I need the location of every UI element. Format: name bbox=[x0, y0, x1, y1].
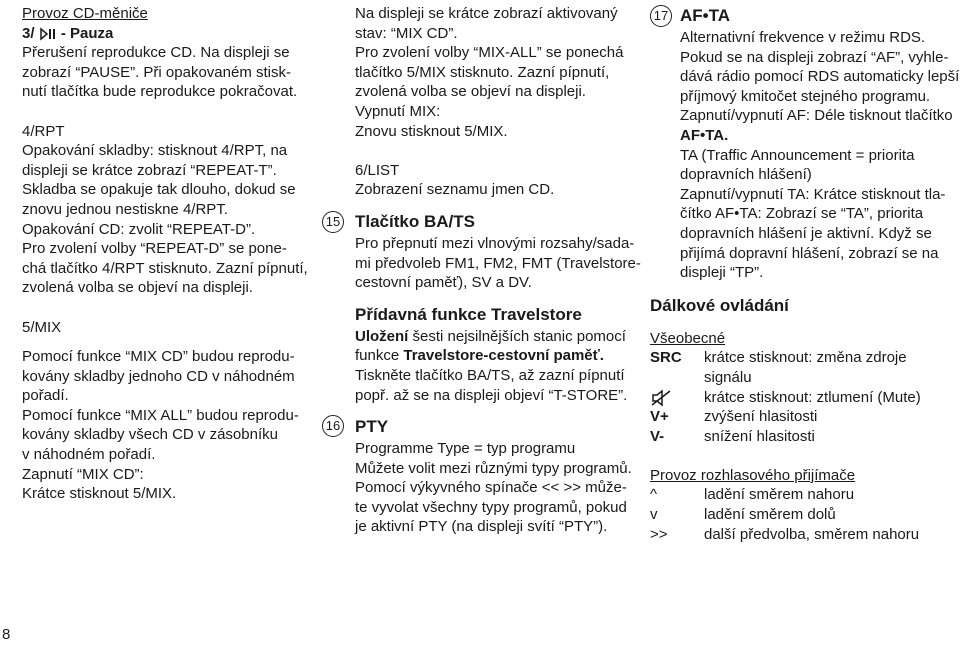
play-pause-icon bbox=[39, 27, 57, 41]
travelstore-heading: Přídavná funkce Travelstore bbox=[355, 304, 582, 324]
page-number: 8 bbox=[2, 626, 11, 643]
column-left bbox=[22, 4, 312, 504]
pty-section: 16 PTY Programme Type = typ programu Můžete volit mezi různými typy programů. Pomocí výkyvného spínače << >> může- te vyvolat všechny typy programů, pokud je aktivní PTY (na displeji svítí “PTY”). bbox=[355, 415, 637, 537]
rpt-text: Opakování skladby: stisknout 4/RPT, na displeji se krátce zobrazí “REPEAT-T”. Skladba se opakuje tak dlouho, dokud se znovu jednou nestiskne 4/RPT. Opakování CD: zvolit “REPEAT-D”. Pro zvolení volby “REPEAT-D” se pone- chá tlačítko 4/RPT stisknuto. Zazní pípnutí, zvolená volba se objeví na displeji. bbox=[22, 142, 308, 297]
callout-number-15: 15 bbox=[322, 211, 344, 233]
list-heading: 6/LIST bbox=[355, 161, 400, 179]
pause-text: Přerušení reprodukce CD. Na displeji se zobrazí “PAUSE”. Při opakovaném stisk- nutí tlačítka bude reprodukce pokračovat. bbox=[22, 44, 298, 101]
mix-text: Pomocí funkce “MIX CD” budou reprodu- kovány skladby jednoho CD v náhodném pořadí. Pomocí funkce “MIX ALL” budou reprodu- kovány skladby všech CD v zásobníku v náhodném pořadí. Zapnutí “MIX CD”: Krátce stisknout 5/MIX. bbox=[22, 348, 299, 503]
list-text: Zobrazení seznamu jmen CD. bbox=[355, 181, 555, 199]
callout-number-17: 17 bbox=[650, 5, 672, 27]
list-item: signálu bbox=[704, 368, 752, 386]
remote-control-heading: Dálkové ovládání bbox=[650, 295, 789, 315]
pause-heading: 3/ - Pauza bbox=[22, 24, 114, 42]
general-heading: Všeobecné bbox=[650, 329, 726, 347]
mix-continued-text: Na displeji se krátce zobrazí aktivovaný stav: “MIX CD”. Pro zvolení volby “MIX-ALL” se ponechá tlačítko 5/MIX stisknuto. Zazní pípnutí, zvolená volba se objeví na displeji. Vypnutí MIX: Znovu stisknout 5/MIX. bbox=[355, 5, 624, 140]
bats-heading: Tlačítko BA/TS bbox=[355, 211, 475, 231]
travelstore-line-1: Uložení šesti nejsilnějších stanic pomocí bbox=[355, 327, 626, 345]
column-right bbox=[650, 4, 960, 544]
mute-icon bbox=[650, 389, 672, 407]
list-item: krátce stisknout: ztlumení (Mute) bbox=[650, 388, 955, 408]
list-item: SRC krátce stisknout: změna zdroje bbox=[650, 349, 907, 367]
pty-heading: PTY bbox=[355, 417, 389, 437]
general-list bbox=[650, 348, 955, 446]
travelstore-line-2: funkce Travelstore-cestovní paměť. bbox=[355, 347, 604, 365]
list-item: ^ ladění směrem nahoru bbox=[650, 486, 855, 504]
radio-heading: Provoz rozhlasového přijímače bbox=[650, 466, 856, 484]
rpt-heading: 4/RPT bbox=[22, 122, 65, 140]
bats-section: 15 Tlačítko BA/TS Pro přepnutí mezi vlnovými rozsahy/sada- mi předvoleb FM1, FM2, FMT (Travelstore- cestovní paměť), SV a DV. bbox=[355, 210, 637, 293]
callout-number-16: 16 bbox=[322, 415, 344, 437]
list-item: v ladění směrem dolů bbox=[650, 506, 836, 524]
list-item: V+ zvýšení hlasitosti bbox=[650, 408, 818, 426]
af-ta-section: 17 AF•TA Alternativní frekvence v režimu RDS. Pokud se na displeji zobrazí “AF”, vyhle- dává rádio pomocí RDS automaticky lepší příjmový kmitočet stejného programu. Zapnutí/vypnutí AF: Déle tisknout tlačítko AF•TA. TA (Traffic Announcement = priorita dopravních hlášení) Zapnutí/vypnutí TA: Krátce stisknout tla- čítko AF•TA: Zobrazí se “TA”, priorita dopravních hlášení je aktivní. Když se přijímá dopravní hlášení, zobrazí se na displeji “TP”. bbox=[650, 4, 955, 283]
column-middle: Na displeji se krátce zobrazí aktivovaný stav: “MIX CD”. Pro zvolení volby “MIX-ALL” se ponechá tlačítko 5/MIX stisknuto. Zazní pípnutí, zvolená volba se objeví na displeji. Vypnutí MIX: Znovu stisknout 5/MIX. 6/LIST Zobrazení seznamu jmen CD. 15 Tlačítko BA/TS Pro přepnutí mezi vlnovými rozsahy/sada- mi předvoleb FM1, FM2, FMT (Travelstore- cestovní paměť), SV a DV. Přídavná funkce Travelstore Uložení šesti nejsilnějších stanic pomocí funkce Travelstore-cestovní paměť. Tiskněte tlačítko BA/TS, až zazní pípnutí popř. až se na displeji objeví “T-STORE”. 16 PTY Programme Type = typ programu Můžete volit mezi různými typy programů. Pomocí výkyvného spínače << >> může- te vyvolat všechny typy programů, pokud je aktivní PTY (na displeji svítí “PTY”). bbox=[355, 4, 637, 537]
mix-heading: 5/MIX bbox=[22, 318, 62, 336]
af-ta-heading: AF•TA bbox=[680, 6, 731, 25]
radio-list bbox=[650, 485, 955, 544]
list-item: V- snížení hlasitosti bbox=[650, 427, 815, 445]
list-item: >> další předvolba, směrem nahoru bbox=[650, 525, 920, 543]
cd-changer-title: Provoz CD-měniče bbox=[22, 5, 148, 22]
